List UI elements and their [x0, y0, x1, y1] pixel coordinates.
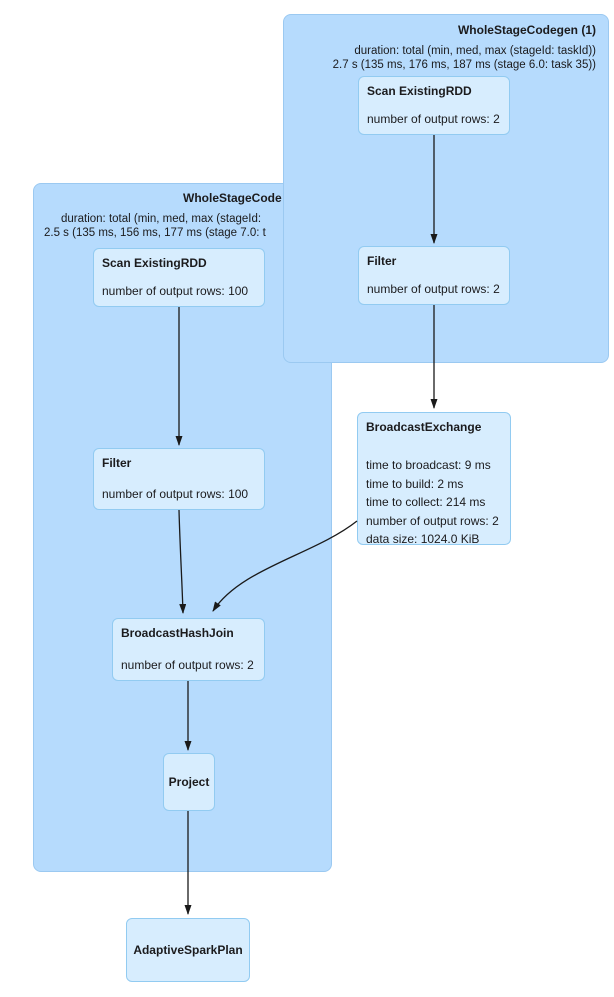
node-scan-existingrdd-1[interactable]	[358, 76, 510, 135]
node-title: BroadcastHashJoin	[121, 626, 234, 640]
node-metric: number of output rows: 100	[102, 487, 249, 501]
cluster-title: WholeStageCode	[183, 191, 282, 205]
cluster-wholestagecodegen-1	[283, 14, 609, 363]
node-adaptivesparkplan[interactable]	[126, 918, 250, 982]
node-filter-1[interactable]	[358, 246, 510, 305]
node-metric: data size: 1024.0 KiB	[366, 532, 480, 546]
cluster-duration-line2: 2.7 s (135 ms, 176 ms, 187 ms (stage 6.0: task 35))	[332, 59, 596, 71]
node-scan-existingrdd-2[interactable]	[93, 248, 265, 307]
node-broadcastexchange[interactable]	[357, 412, 511, 545]
node-broadcasthashjoin[interactable]	[112, 618, 265, 681]
node-title: AdaptiveSparkPlan	[133, 943, 243, 957]
node-metric: number of output rows: 2	[367, 282, 500, 296]
node-title: Scan ExistingRDD	[367, 84, 472, 98]
node-metric: time to broadcast: 9 ms	[366, 458, 491, 472]
cluster-duration-line1: duration: total (min, med, max (stageId:	[61, 213, 262, 225]
node-title: Project	[168, 775, 210, 789]
node-title: Filter	[102, 456, 132, 470]
node-metric: number of output rows: 100	[102, 284, 249, 298]
node-metric: time to collect: 214 ms	[366, 495, 486, 509]
node-filter-2[interactable]	[93, 448, 265, 510]
node-metric: time to build: 2 ms	[366, 476, 464, 491]
cluster-duration-line2: 2.5 s (135 ms, 156 ms, 177 ms (stage 7.0: t	[44, 227, 266, 239]
node-title: Filter	[367, 254, 397, 268]
cluster-duration	[333, 44, 596, 72]
cluster-title: WholeStageCodegen (1)	[457, 23, 596, 37]
node-metric: number of output rows: 2	[121, 658, 254, 672]
node-title: Scan ExistingRDD	[102, 256, 207, 270]
node-metric: number of output rows: 2	[367, 112, 500, 126]
node-title: BroadcastExchange	[366, 420, 482, 434]
node-metrics	[366, 456, 502, 549]
node-metric: number of output rows: 2	[366, 513, 499, 528]
cluster-duration-line1: duration: total (min, med, max (stageId: taskId))	[354, 45, 596, 57]
node-project[interactable]	[163, 753, 215, 811]
